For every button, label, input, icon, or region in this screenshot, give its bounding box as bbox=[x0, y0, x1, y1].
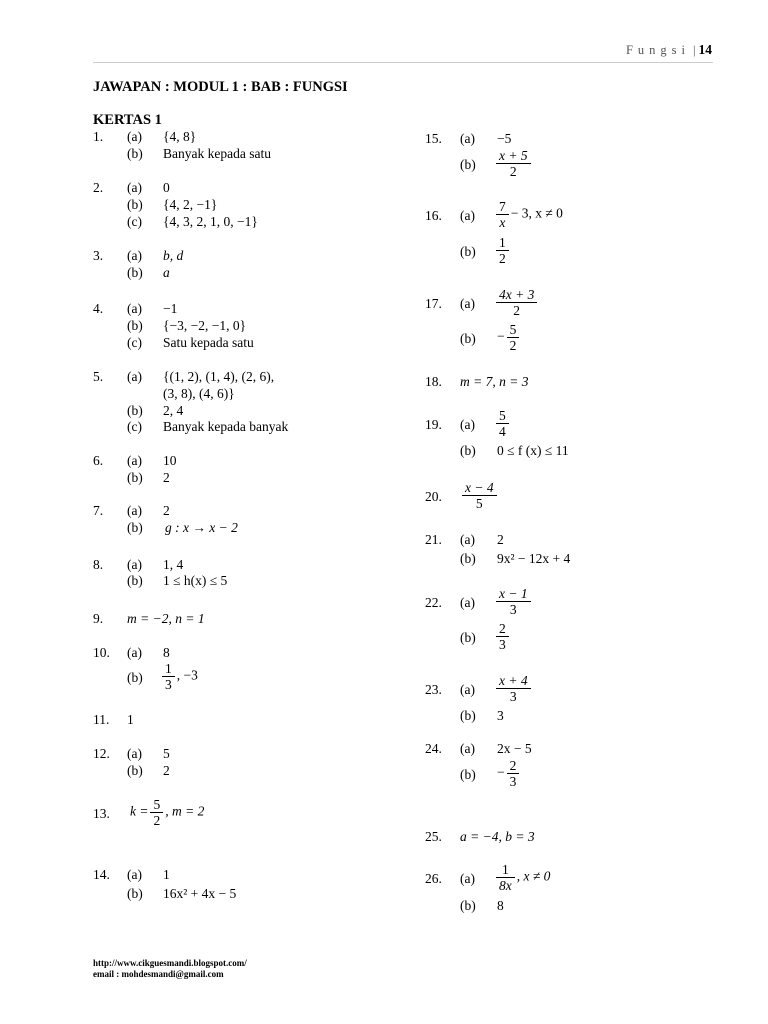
answer: 2x − 5 bbox=[497, 741, 532, 756]
q-number: 24. bbox=[425, 741, 442, 756]
q-number: 23. bbox=[425, 682, 442, 697]
answer: 2 bbox=[163, 503, 170, 518]
answer: Banyak kepada banyak bbox=[163, 419, 289, 434]
answer: $\frac{1}{3}$ , −3 bbox=[160, 661, 198, 692]
answer: $\frac{7}{x}$ − 3, x ≠ 0 bbox=[494, 199, 563, 230]
fraction: $\frac{x - 4}{5}$ bbox=[462, 480, 497, 511]
fraction: $\frac{x + 4}{3}$ bbox=[496, 673, 531, 704]
answer: a bbox=[163, 265, 170, 280]
answer: 9x² − 12x + 4 bbox=[497, 551, 571, 566]
answer: 8 bbox=[497, 898, 504, 913]
q-number: 3. bbox=[93, 248, 104, 263]
q-number: 12. bbox=[93, 746, 110, 761]
answer: 2, 4 bbox=[163, 403, 184, 418]
fraction: $\frac{1}{2}$ bbox=[496, 235, 509, 266]
q-number: 4. bbox=[93, 301, 104, 316]
section-title: KERTAS 1 bbox=[93, 112, 162, 128]
q-number: 16. bbox=[425, 208, 442, 223]
header-rule bbox=[93, 62, 713, 63]
answer: $\frac{1}{8x}$ , x ≠ 0 bbox=[494, 862, 550, 893]
answer: 1, 4 bbox=[163, 557, 184, 572]
answer: 10 bbox=[163, 453, 177, 468]
q-number: 26. bbox=[425, 871, 442, 886]
q-number: 15. bbox=[425, 131, 442, 146]
fraction: $\frac{5}{4}$ bbox=[496, 408, 509, 439]
q-number: 1. bbox=[93, 129, 104, 144]
header-section: Fungsi bbox=[625, 43, 690, 57]
answer: 2 bbox=[163, 470, 170, 485]
answer: {(1, 2), (1, 4), (2, 6), bbox=[163, 369, 275, 384]
q-number: 8. bbox=[93, 557, 104, 572]
footer-email[interactable]: email : mohdesmandi@gmail.com bbox=[93, 969, 224, 979]
q-number: 17. bbox=[425, 296, 442, 311]
answer: 1 bbox=[163, 867, 170, 882]
q-number: 6. bbox=[93, 453, 104, 468]
q-number: 13. bbox=[93, 806, 110, 821]
page-number: 14 bbox=[698, 42, 712, 57]
q-number: 14. bbox=[93, 867, 110, 882]
answer: m = 7, n = 3 bbox=[460, 374, 529, 389]
q-number: 19. bbox=[425, 417, 442, 432]
answer bbox=[494, 621, 511, 652]
answer: −5 bbox=[497, 131, 512, 146]
running-header: Fungsi | 14 bbox=[625, 42, 712, 57]
fraction: $\frac{1}{3}$ bbox=[162, 661, 175, 692]
q-number: 11. bbox=[93, 712, 110, 727]
fraction: $\frac{2}{3}$ bbox=[496, 621, 509, 652]
fraction: $\frac{5}{2}$ bbox=[507, 322, 520, 353]
q-number: 18. bbox=[425, 374, 442, 389]
answer bbox=[460, 480, 499, 511]
q-number: 7. bbox=[93, 503, 104, 518]
answer: 16x² + 4x − 5 bbox=[163, 886, 237, 901]
answer: b, d bbox=[163, 248, 184, 263]
fraction: $\frac{4x + 3}{2}$ bbox=[496, 287, 537, 318]
answer: Satu kepada satu bbox=[163, 335, 254, 350]
fraction: $\frac{7}{x}$ bbox=[496, 199, 509, 230]
answer: 1 ≤ h(x) ≤ 5 bbox=[163, 573, 228, 588]
q-number: 2. bbox=[93, 180, 104, 195]
answer: 2 bbox=[497, 532, 504, 547]
answer: 8 bbox=[163, 645, 170, 660]
q-number: 25. bbox=[425, 829, 442, 844]
answer: {4, 3, 2, 1, 0, −1} bbox=[163, 214, 258, 229]
answer: {4, 8} bbox=[163, 129, 197, 144]
answer: 1 bbox=[127, 712, 134, 727]
answer bbox=[494, 586, 533, 617]
answer: 3 bbox=[497, 708, 504, 723]
answer: (3, 8), (4, 6)} bbox=[163, 386, 235, 401]
fraction: $\frac{1}{8x}$ bbox=[496, 862, 515, 893]
answer: m = −2, n = 1 bbox=[127, 611, 205, 626]
answer bbox=[494, 148, 533, 179]
fraction: $\frac{5}{2}$ bbox=[150, 797, 163, 828]
answer: 0 bbox=[163, 180, 170, 195]
q-number: 9. bbox=[93, 611, 104, 626]
fraction: $\frac{x - 1}{3}$ bbox=[496, 586, 531, 617]
answer bbox=[494, 673, 533, 704]
answer: 2 bbox=[163, 763, 170, 778]
q-number: 10. bbox=[93, 645, 110, 660]
footer-url[interactable]: http://www.cikguesmandi.blogspot.com/ bbox=[93, 958, 247, 968]
answer bbox=[494, 235, 511, 266]
q-number: 5. bbox=[93, 369, 104, 384]
answer: 0 ≤ f (x) ≤ 11 bbox=[497, 443, 569, 458]
answer: − $\frac{5}{2}$ bbox=[497, 322, 521, 353]
page-title: JAWAPAN : MODUL 1 : BAB : FUNGSI bbox=[93, 79, 348, 95]
answer: −1 bbox=[163, 301, 178, 316]
answer: k = $\frac{5}{2}$ , m = 2 bbox=[130, 797, 205, 828]
answer bbox=[494, 408, 511, 439]
q-number: 21. bbox=[425, 532, 442, 547]
answer: {−3, −2, −1, 0} bbox=[163, 318, 247, 333]
answer: g : x → x − 2 bbox=[165, 520, 238, 535]
q-number: 20. bbox=[425, 489, 442, 504]
answer: − $\frac{2}{3}$ bbox=[497, 758, 521, 789]
answer: 5 bbox=[163, 746, 170, 761]
fraction: $\frac{2}{3}$ bbox=[507, 758, 520, 789]
answer bbox=[494, 287, 539, 318]
q-number: 22. bbox=[425, 595, 442, 610]
answer: {4, 2, −1} bbox=[163, 197, 218, 212]
answer: a = −4, b = 3 bbox=[460, 829, 535, 844]
fraction: $\frac{x + 5}{2}$ bbox=[496, 148, 531, 179]
answer: Banyak kepada satu bbox=[163, 146, 271, 161]
